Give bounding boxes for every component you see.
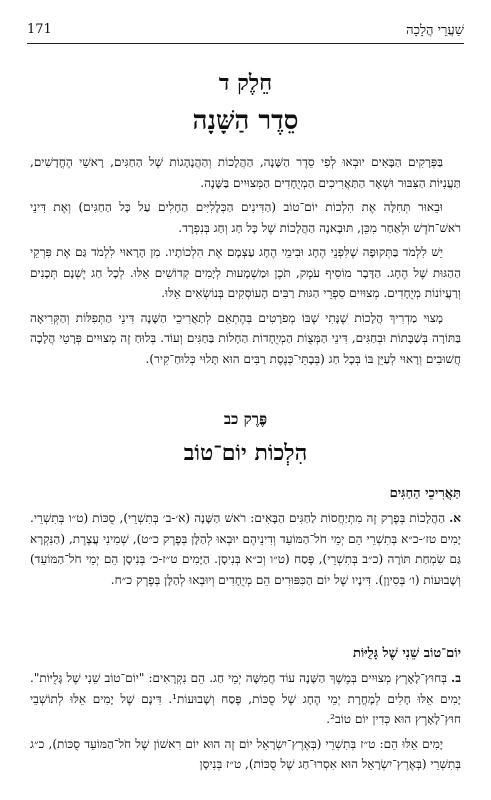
paragraph-a — [30, 508, 461, 590]
section-heading-dates: תַּאֲרִיכֵי הַחַגִּים — [389, 486, 461, 501]
intro-paragraph: בַּפְּרָקִים הַבָּאִים יוּבְאוּ לְפִי סֵדֶר הַשָּׁנָה, הַהֲלָכוֹת וְהַהֲנָהָגוֹת שֶׁל הַחַגִּים, רָאשֵׁי הֶחֳדָשִׁים, תַּעֲנִיּוֹת הַצִּבּוּר וּשְׁאָר הַתַּאֲרִיכִים הַמְיֻחָדִים הַמְּצוּיִים בַּשָּׁנָה. — [30, 155, 461, 190]
chapter-label: פֶּרֶק כב — [223, 410, 268, 428]
intro-paragraph: יֵשׁ לִלְמֹד בַּתְּקוּפָה שֶׁלִּפְנֵי הֶחָג וּבִימֵי הֶחָג עַצְמָם אֶת הִלְכוֹתָיו. מִן הָרָאוּי לִלְמֹד גַּם אֶת פִּרְקֵי הַהַגּוּת שֶׁל הֶחָג. הַדָּבָר מוֹסִיף עֹמֶק, תֹּכֶן וּמַשְׁמָעוּת לְיָמִים קְדוֹשִׁים אֵלּוּ. לְכָל חַג יֶשְׁנָם תְּכָנִים וְרַעֲיוֹנוֹת מְיֻחָדִים. מְצוּיִים סִפְרֵי הַגּוּת רַבִּים הָעוֹסְקִים בְּנוֹשְׂאִים אֵלּוּ. — [30, 245, 461, 300]
chapter-title: הִלְכוֹת יוֹם־טוֹב — [183, 440, 308, 466]
running-header — [27, 22, 464, 40]
paragraph-b-continued: יָמִים אֵלּוּ הֵם: ט״ז בְּתִשְׁרֵי (בְּאֶרֶץ־יִשְׂרָאֵל יוֹם זֶה הוּא יוֹם רִאשׁוֹן שֶׁל חֹל־הַמּוֹעֵד סֻכּוֹת), כ״ג בְּתִשְׁרֵי (בְּאֶרֶץ־יִשְׂרָאֵל הוּא אִסְרוּ־חַג שֶׁל סֻכּוֹת), ט״ז בְּנִיסָן — [30, 736, 461, 771]
paragraph-b — [30, 668, 461, 730]
paragraph-text: הַהֲלָכוֹת בְּפֶרֶק זֶה מִתְיַחֲסוֹת לַחַגִּים הַבָּאִים: רֹאשׁ הַשָּׁנָה (א׳-ב׳ בְּתִשְׁרֵי), סֻכּוֹת (ט״ו בְּתִשְׁרֵי. יָמִים טז׳-כ״א בְּתִשְׁרֵי הֵם יְמֵי חֹל־הַמּוֹעֵד וְדִינֵיהֶם יוּבְאוּ לְהַלָּן בְּפֶרֶק כ״ט), שְׁמִינִי עֲצֶרֶת, (הַנִּקְרָא גַּם שִׂמְחַת תּוֹרָה (כ״ב בְּתִשְׁרֵי), פֶּסַח (ט״ו וְכ״א בְּנִיסָן. הַיָּמִים ט״ז-כ׳ בְּנִיסָן הֵם יְמֵי חֹל־הַמּוֹעֵד) וְשָׁבוּעוֹת (ו׳ בְּסִיוָן). דִּינָיו שֶׁל יוֹם הַכִּפּוּרִים הֵם מְיֻחָדִים וְיוּבְאוּ לְהַלָּן בְּפֶרֶק כ״ח. — [30, 511, 461, 587]
intro-text — [30, 152, 461, 373]
paragraph-letter: ב. — [451, 671, 461, 685]
intro-paragraph: וּבֵאוּר תְּחִלָּה אֶת הִלְכוֹת יוֹם־טוֹב (הַדִּינִים הַכְּלָלִיִּים הַחָלִים עַל כָּל הַחַגִּים) וְאֶת דִּינֵי רֹאשׁ־חֹדֶשׁ וּלְאַחַר מִכֵּן, תּוּבָאנָה הַהֲלָכוֹת שֶׁל כָּל חַג וְחַג בְּנִפְרָד. — [30, 200, 461, 235]
intro-paragraph: מָצוּי מַדְרִיךְ הֲלָכוֹת שֶׁנָּתִי שֶׁבּוֹ מְפֹרָטִים בְּהֶתְאֵם לְתַאֲרִיכֵי הַשָּׁנָה דִּינֵי הַתְּפִלּוֹת וְהַקְּרִיאָה בַּתּוֹרָה בְּשַׁבָּתוֹת וּבְחַגִּים, דִּינֵי הַמְּצֻוֹת הַמְיֻחָדוֹת הַחָלוֹת בַּחַגִּים וְעוֹד. בְּלוּחַ זֶה מְצוּיִים פְּרָטֵי הֲלָכָה חֲשׁוּבִים וְרָאוּי לְעַיֵּן בּוֹ בְּכָל חַג (בְּבָתֵּי־כְּנֶסֶת רַבִּים הוּא תָּלוּי כְּלוּחַ־קִיר). — [30, 310, 461, 366]
header-rule — [27, 43, 464, 44]
paragraph-text: בְּחוּץ־לָאָרֶץ מְצוּיִים בְּמֶשֶׁךְ הַשָּׁנָה עוֹד חֲמִשָּׁה יְמֵי חַג. הֵם נִקְרָאִים: "יוֹם־טוֹב שֵׁנִי שֶׁל גָּלֻיּוֹת". יָמִים אֵלּוּ חָלִים לְמָחֳרָת יְמֵי הֶחָג שֶׁל סֻכּוֹת, פֶּסַח וְשָׁבוּעוֹת¹. דִּינָם שֶׁל יָמִים אֵלּוּ לְתוֹשְׁבֵי חוּץ־לָאָרֶץ הוּא כְּדִין יוֹם טוֹב². — [30, 671, 461, 726]
page-number: 171 — [27, 22, 52, 37]
part-subtitle: סֵדֶר הַשָּׁנָה — [192, 106, 299, 136]
section-heading-second-day: יוֹם־טוֹב שֵׁנִי שֶׁל גָּלֻיּוֹת — [352, 646, 461, 661]
part-title: חֵלֶק ד — [218, 70, 273, 96]
section-dates-body — [30, 508, 461, 594]
section-second-day-body — [30, 668, 461, 779]
paragraph-letter: א. — [449, 511, 461, 525]
running-title: שַׁעֲרֵי הֲלָכָה — [406, 23, 464, 38]
